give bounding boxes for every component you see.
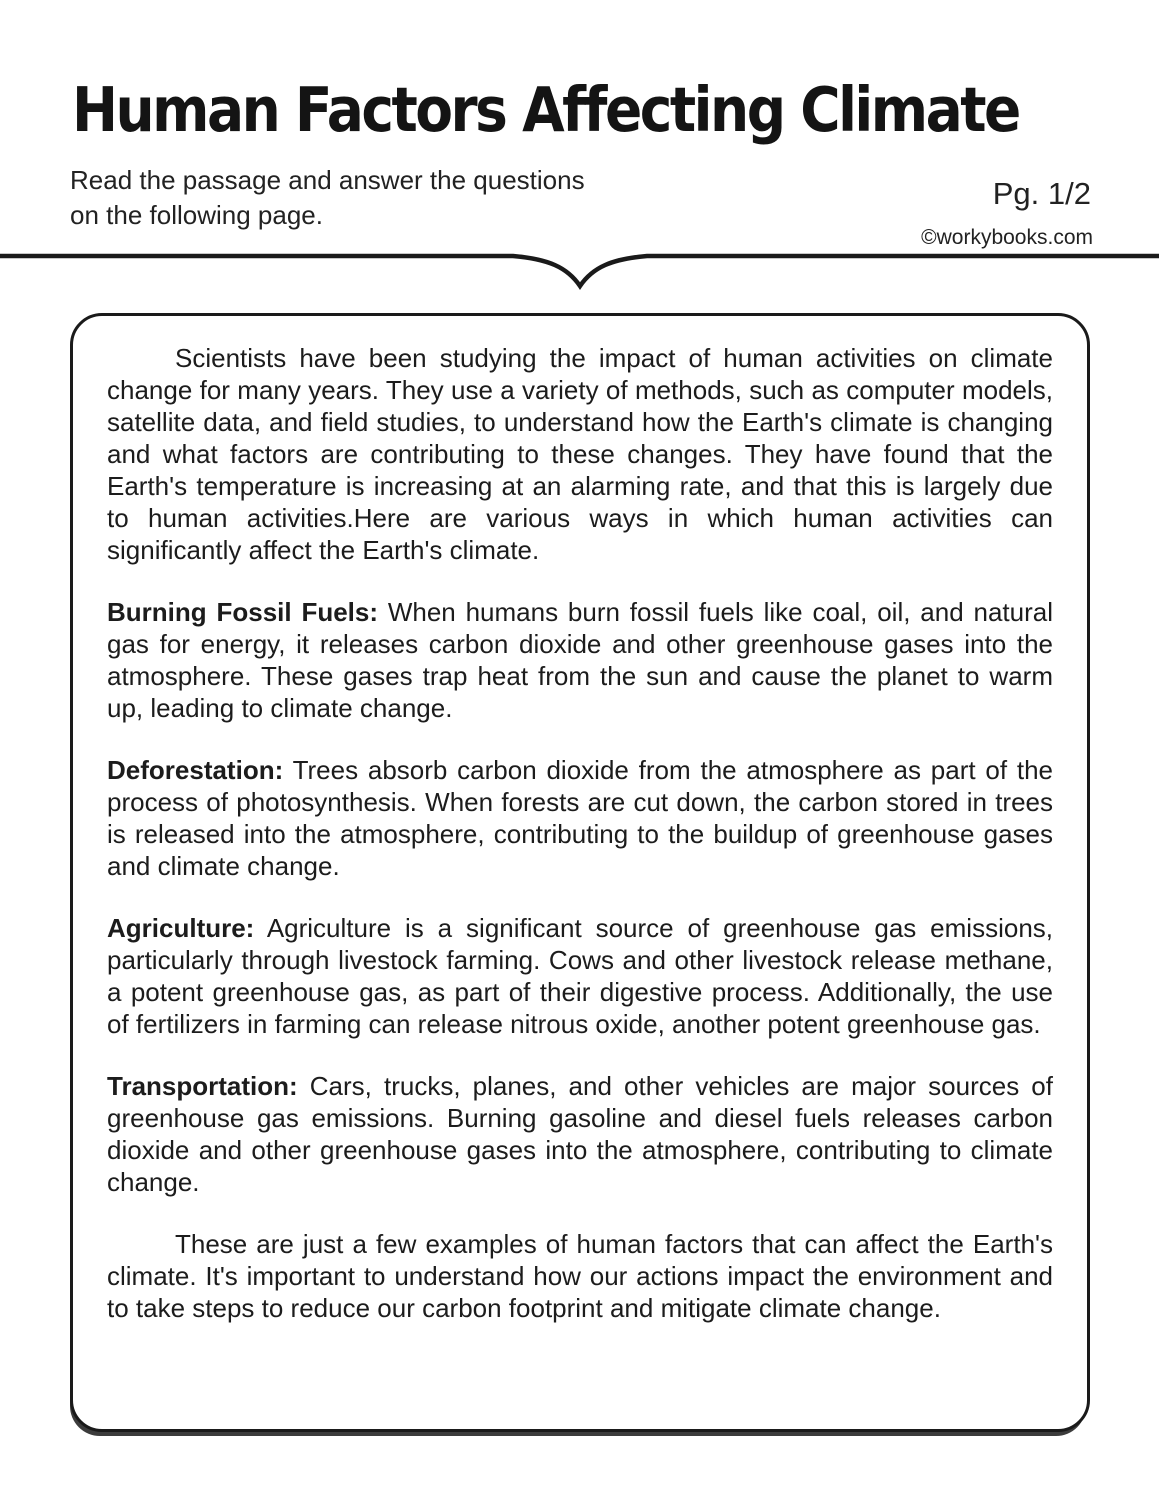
paragraph-deforestation [107, 754, 1053, 882]
paragraph-label: Deforestation: [107, 755, 284, 785]
paragraph-text: When humans burn fossil fuels like coal, oil, and natural gas for energy, it releases carbon dioxide and other greenhouse gases into the atmosphere. These gases trap heat from the sun and cause the planet to warm up, leading to climate change. [107, 597, 1053, 723]
paragraph-text: Trees absorb carbon dioxide from the atmosphere as part of the process of photosynthesis. When forests are cut down, the carbon stored in trees is released into the atmosphere, contributing to the buildup of greenhouse gases and climate change. [107, 755, 1053, 881]
instructions-text [70, 163, 585, 233]
paragraph-closing [107, 1228, 1053, 1324]
copyright-text: ©workybooks.com [921, 226, 1093, 249]
page-title: Human Factors Affecting Climate [72, 74, 1019, 146]
paragraph-label: Transportation: [107, 1071, 298, 1101]
paragraph-agriculture [107, 912, 1053, 1040]
instructions-line-1: Read the passage and answer the questions [70, 165, 585, 195]
paragraph-transportation [107, 1070, 1053, 1198]
paragraph-text: Scientists have been studying the impact of human activities on climate change for many years. They use a variety of methods, such as computer models, satellite data, and field studies, to understand how the Earth's climate is changing and what factors are contributing to these changes. They have found that the Earth's temperature is increasing at an alarming rate, and that this is largely due to human activities.Here are various ways in which human activities can significantly affect the Earth's climate. [107, 343, 1053, 565]
paragraph-text: Cars, trucks, planes, and other vehicles are major sources of greenhouse gas emissions. Burning gasoline and diesel fuels releases carbon dioxide and other greenhouse gases into the atmosphere, contributing to climate change. [107, 1071, 1053, 1197]
paragraph-label: Burning Fossil Fuels: [107, 597, 379, 627]
page-number: Pg. 1/2 [992, 176, 1091, 211]
paragraph-label: Agriculture: [107, 913, 255, 943]
paragraph-text: These are just a few examples of human factors that can affect the Earth's climate. It's important to understand how our actions impact the environment and to take steps to reduce our carbon footprint and mitigate climate change. [107, 1229, 1053, 1323]
passage-box [70, 313, 1090, 1432]
paragraph-text: Agriculture is a significant source of greenhouse gas emissions, particularly through livestock farming. Cows and other livestock release methane, a potent greenhouse gas, as part of their digestive process. Additionally, the use of fertilizers in farming can release nitrous oxide, another potent greenhouse gas. [107, 913, 1053, 1039]
paragraph-burning-fossil-fuels [107, 596, 1053, 724]
paragraph-intro [107, 342, 1053, 566]
divider-swoosh [0, 252, 1159, 294]
instructions-line-2: on the following page. [70, 200, 323, 230]
